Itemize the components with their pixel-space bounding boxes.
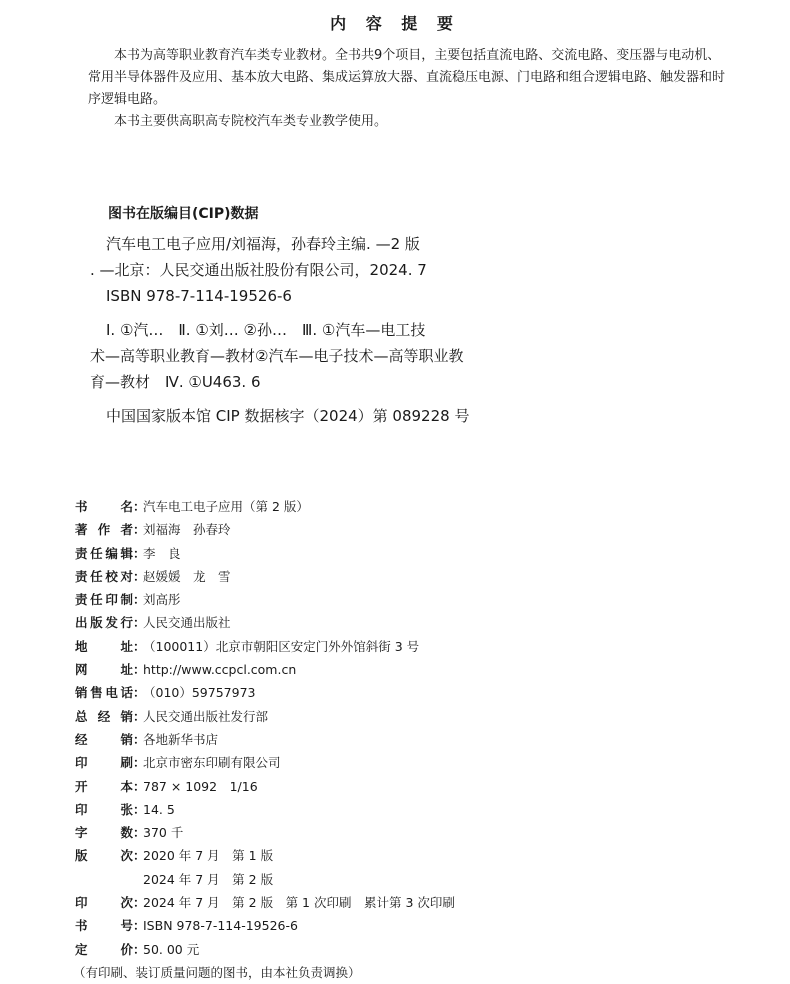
info-label: 书名 xyxy=(75,499,133,514)
info-row: 印刷 ： 北京市密东印刷有限公司 xyxy=(75,751,455,774)
info-label: 版次 xyxy=(75,848,133,864)
info-row: 定价 ： 50. 00 元 xyxy=(75,938,455,961)
info-value: 人民交通出版社发行部 xyxy=(143,708,269,724)
cip-line: 术—高等职业教育—教材②汽车—电子技术—高等职业教 xyxy=(90,347,464,365)
info-row: 出版发行 ： 人民交通出版社 xyxy=(75,611,455,634)
website-url: http://www.ccpcl.com.cn xyxy=(143,662,297,678)
cip-record xyxy=(90,231,510,429)
info-value: 50. 00 元 xyxy=(143,941,200,957)
info-label: 定价 xyxy=(75,941,133,957)
info-row: 总经销 ： 人民交通出版社发行部 xyxy=(75,705,455,728)
info-row: 印次 ： 2024 年 7 月 第 2 版 第 1 次印刷 累计第 3 次印刷 xyxy=(75,891,455,914)
info-label: 印次 xyxy=(75,895,133,911)
cip-line: 育—教材 Ⅳ. ①U463. 6 xyxy=(90,373,261,391)
info-row: 责任印制 ： 刘高彤 xyxy=(75,588,455,611)
info-row: 字数 ： 370 千 xyxy=(75,821,455,844)
info-value: 370 千 xyxy=(143,825,184,841)
info-row: 网址 ： http://www.ccpcl.com.cn xyxy=(75,658,455,681)
info-label: 网址 xyxy=(75,662,133,678)
info-value: 赵媛媛 龙 雪 xyxy=(143,568,231,584)
info-label: 印张 xyxy=(75,801,133,817)
info-row: 责任编辑 ： 李 良 xyxy=(75,542,455,565)
info-label: 经销 xyxy=(75,731,133,747)
info-value: ISBN 978-7-114-19526-6 xyxy=(143,918,298,934)
cip-line: . —北京：人民交通出版社股份有限公司，2024. 7 xyxy=(90,261,427,279)
info-label: 出版发行 xyxy=(75,615,133,631)
summary-paragraph: 本书为高等职业教育汽车类专业教材。全书共9个项目，主要包括直流电路、交流电路、变压器与电动机、常用半导体器件及应用、基本放大电路、集成运算放大器、直流稳压电源、门电路和组合逻辑电路、触发器和时序逻辑电路。 xyxy=(88,48,726,107)
info-label: 责任校对 xyxy=(75,568,133,584)
info-label: 书号 xyxy=(75,918,133,934)
info-row: 版次 ： 2020 年 7 月 第 1 版 xyxy=(75,844,455,867)
publication-info xyxy=(75,495,455,984)
info-value: 14. 5 xyxy=(143,801,175,817)
info-row: 书名 ： 汽车电工电子应用（第 2 版） xyxy=(75,495,455,518)
info-label: 字数 xyxy=(75,825,133,841)
info-row: 印张 ： 14. 5 xyxy=(75,798,455,821)
info-row: 责任校对 ： 赵媛媛 龙 雪 xyxy=(75,565,455,588)
info-value: （100011）北京市朝阳区安定门外外馆斜街 3 号 xyxy=(143,638,420,654)
info-row: 销售电话 ： （010）59757973 xyxy=(75,681,455,704)
info-value: 各地新华书店 xyxy=(143,731,219,747)
cip-line: ISBN 978-7-114-19526-6 xyxy=(106,287,292,305)
info-value: 787 × 1092 1/16 xyxy=(143,778,258,794)
summary-title: 内 容 提 要 xyxy=(330,14,460,33)
info-row xyxy=(75,868,455,891)
info-value: 人民交通出版社 xyxy=(143,615,231,631)
info-label: 责任印制 xyxy=(75,592,133,608)
info-label: 总经销 xyxy=(75,708,133,724)
cip-line: 汽车电工电子应用/刘福海，孙春玲主编. —2 版 xyxy=(106,235,420,253)
info-label: 销售电话 xyxy=(75,685,133,701)
info-value: 2020 年 7 月 第 1 版 xyxy=(143,848,274,864)
info-row: 地址 ： （100011）北京市朝阳区安定门外外馆斜街 3 号 xyxy=(75,635,455,658)
info-label: 印刷 xyxy=(75,755,133,771)
info-label: 开本 xyxy=(75,778,133,794)
info-label: 地址 xyxy=(75,638,133,654)
summary-paragraph: 本书主要供高职高专院校汽车类专业教学使用。 xyxy=(114,114,388,129)
info-value: 汽车电工电子应用（第 2 版） xyxy=(143,499,309,514)
info-value: （010）59757973 xyxy=(143,685,256,701)
cip-title: 图书在版编目(CIP)数据 xyxy=(108,206,259,222)
info-value: 刘福海 孙春玲 xyxy=(143,522,231,538)
cip-number: 中国国家版本馆 CIP 数据核字（2024）第 089228 号 xyxy=(106,407,470,425)
cip-line: Ⅰ. ①汽… Ⅱ. ①刘… ②孙… Ⅲ. ①汽车—电工技 xyxy=(106,321,426,339)
info-row: 书号 ： ISBN 978-7-114-19526-6 xyxy=(75,914,455,937)
info-value: 刘高彤 xyxy=(143,592,181,608)
info-row: 著作者 ： 刘福海 孙春玲 xyxy=(75,518,455,541)
info-value: 2024 年 7 月 第 2 版 第 1 次印刷 累计第 3 次印刷 xyxy=(143,895,455,911)
info-row: 开本 ： 787 × 1092 1/16 xyxy=(75,775,455,798)
info-value: 北京市密东印刷有限公司 xyxy=(143,755,281,771)
info-label: 责任编辑 xyxy=(75,545,133,561)
info-label: 著作者 xyxy=(75,522,133,538)
info-value: 2024 年 7 月 第 2 版 xyxy=(143,871,274,887)
info-row: 经销 ： 各地新华书店 xyxy=(75,728,455,751)
info-value: 李 良 xyxy=(143,545,181,561)
quality-note: （有印刷、装订质量问题的图书，由本社负责调换） xyxy=(73,964,361,980)
summary-section xyxy=(88,45,728,133)
